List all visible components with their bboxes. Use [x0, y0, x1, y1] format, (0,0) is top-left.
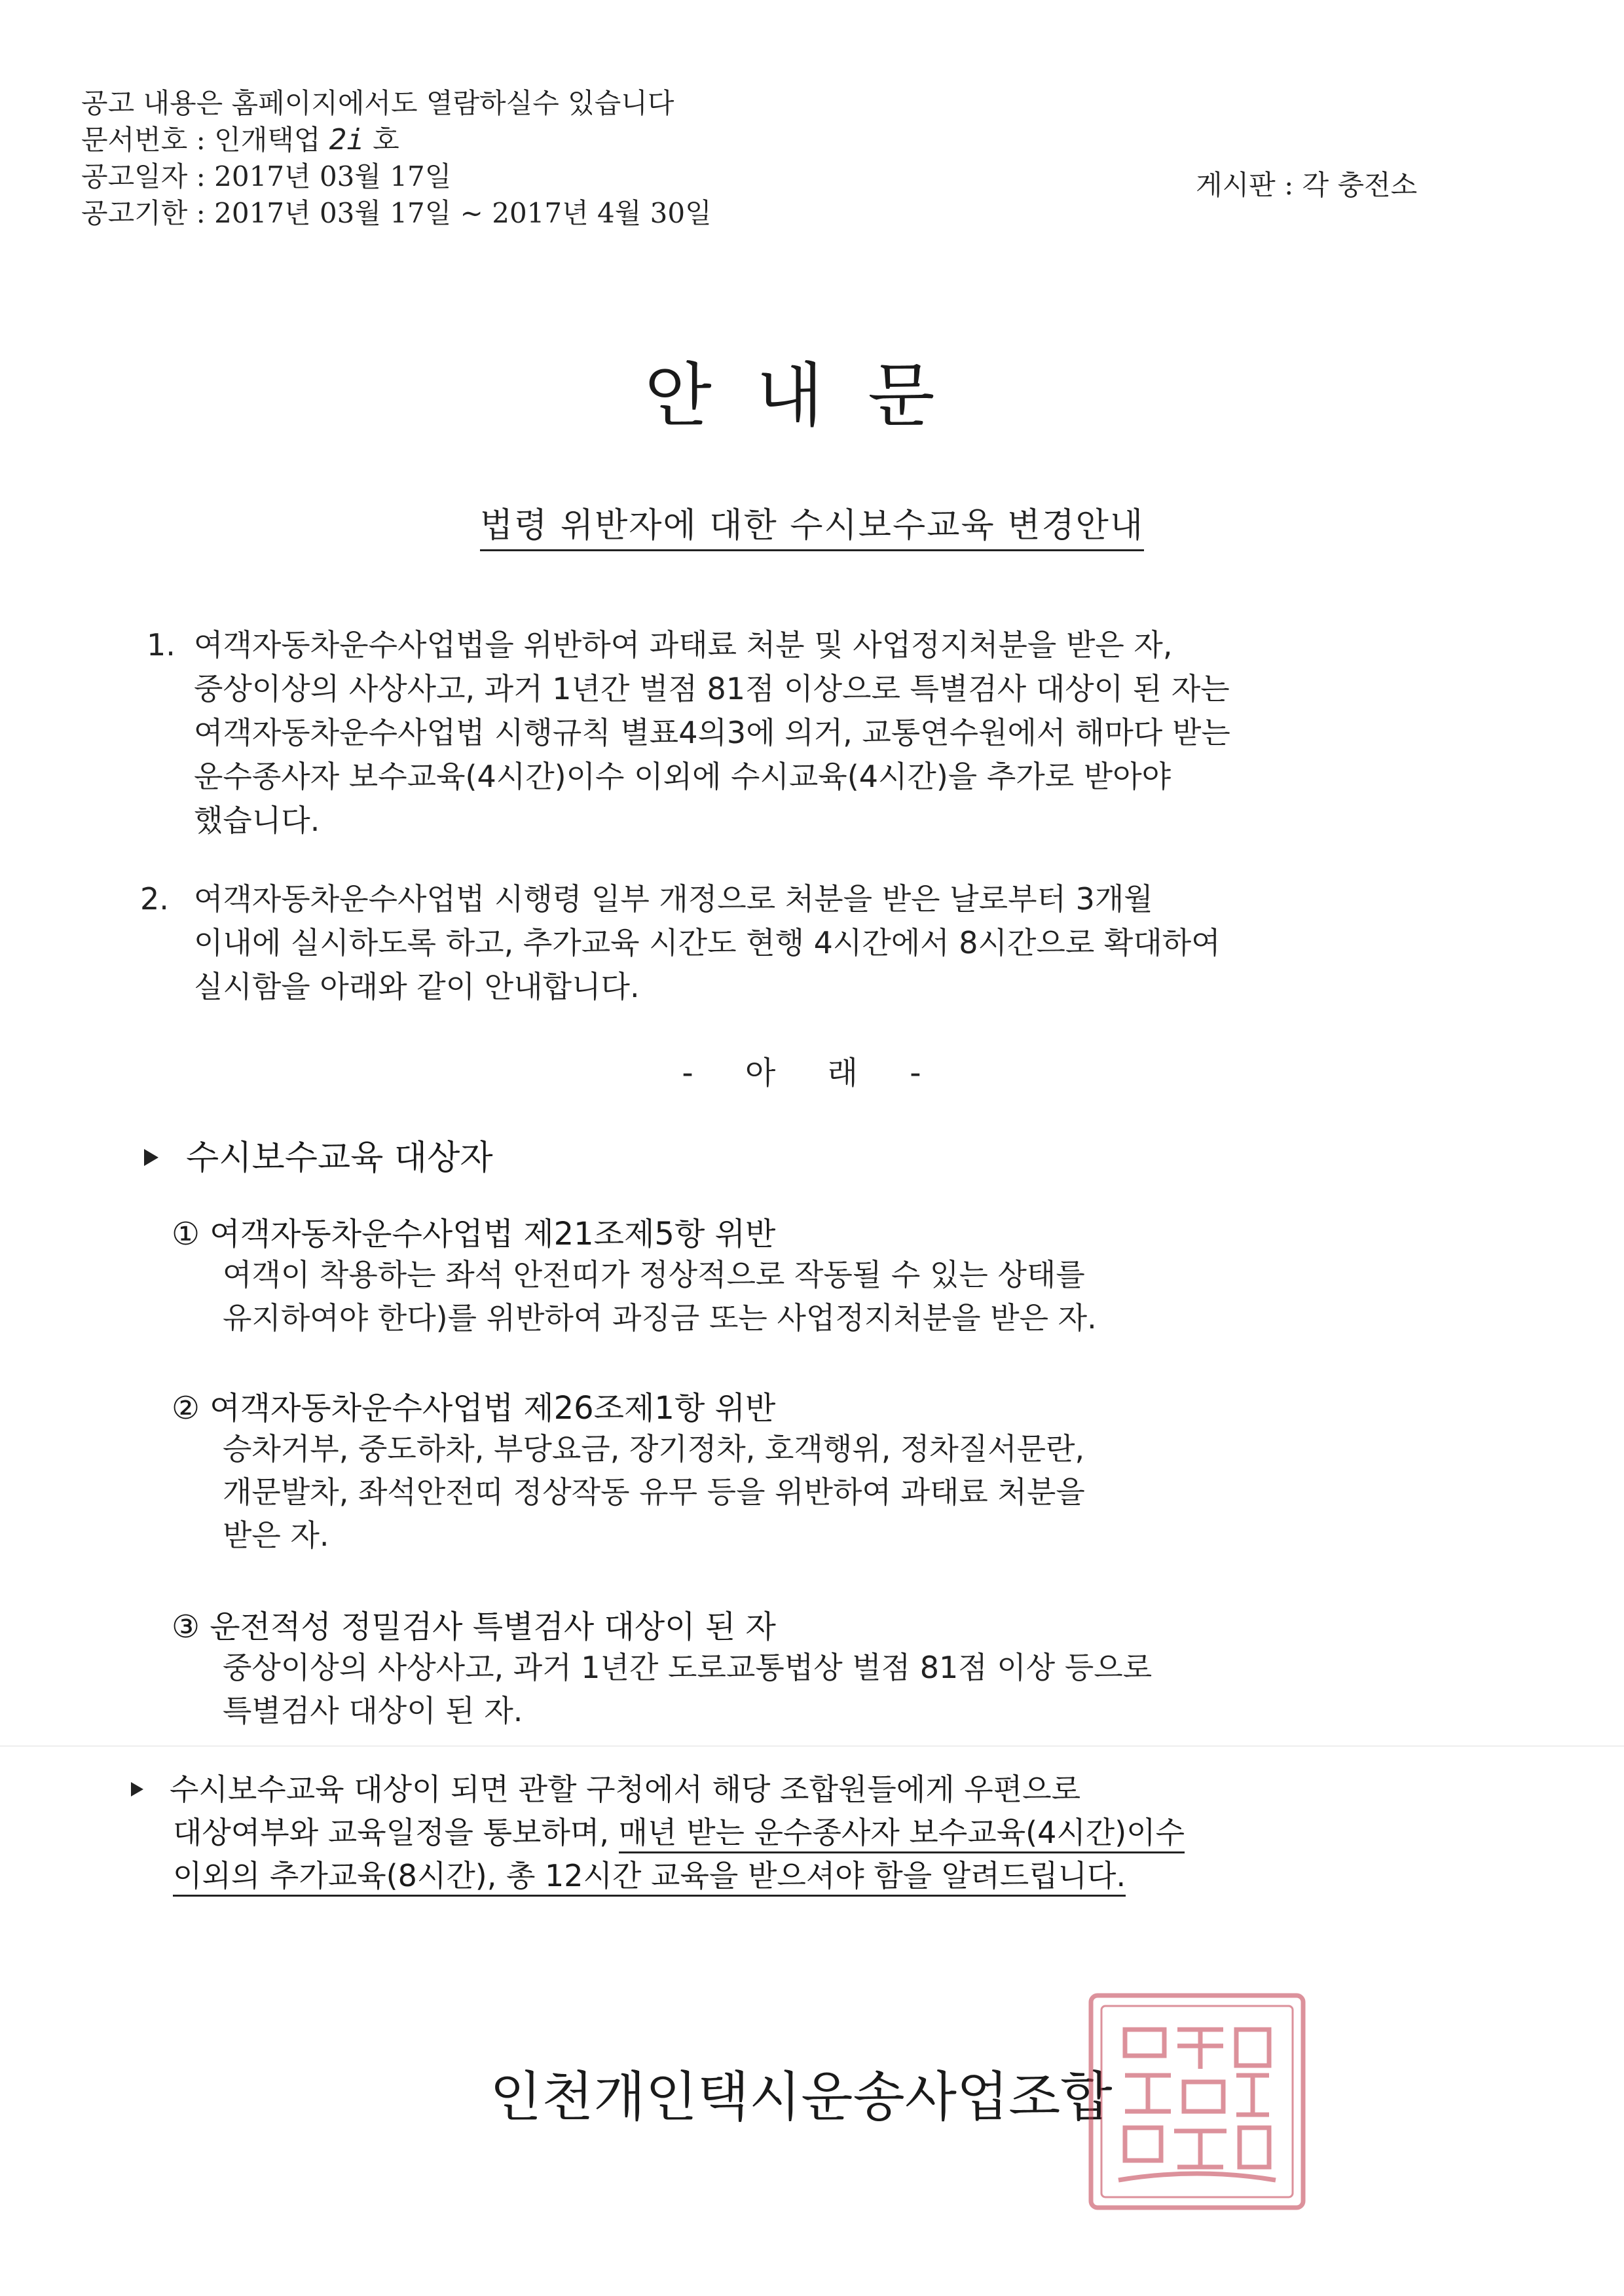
- document-number-label: 문서번호 : 인개택업: [81, 124, 321, 156]
- triangle-bullet-icon: [131, 1782, 143, 1796]
- paragraph-1: [194, 623, 1230, 843]
- notice-line-2-underlined: 매년 받는 운수종사자 보수교육(4시간)이수: [619, 1815, 1185, 1853]
- document-number: [81, 123, 399, 157]
- notice-date: 공고일자 : 2017년 03월 17일: [81, 160, 452, 192]
- item-1-body: [223, 1253, 1097, 1339]
- item-2-line: 받은 자.: [223, 1518, 329, 1553]
- section-heading-text: 수시보수교육 대상자: [186, 1139, 493, 1178]
- official-seal-icon: [1079, 1984, 1315, 2219]
- paragraph-2: [194, 877, 1221, 1009]
- notice-line-3: [131, 1854, 1185, 1897]
- page-title: 안내문: [644, 355, 980, 436]
- notice-line-2-plain: 대상여부와 교육일정을 통보하며,: [173, 1815, 609, 1850]
- paragraph-1-number: 1.: [147, 627, 175, 663]
- notice-period: 공고기한 : 2017년 03월 17일 ~ 2017년 4월 30일: [81, 197, 712, 229]
- homepage-note: 공고 내용은 홈페이지에서도 열람하실수 있습니다: [81, 87, 674, 119]
- item-1-line: 여객이 착용하는 좌석 안전띠가 정상적으로 작동될 수 있는 상태를: [223, 1257, 1085, 1292]
- item-3-body: [223, 1646, 1152, 1732]
- document-number-handwritten: 2i: [329, 123, 364, 156]
- item-3-line: 중상이상의 사상사고, 과거 1년간 도로교통법상 벌점 81점 이상 등으로: [223, 1650, 1153, 1685]
- bulletin-board: 게시판 : 각 충전소: [1196, 169, 1418, 201]
- section-heading: [144, 1130, 493, 1179]
- below-marker: - 아 래 -: [682, 1055, 942, 1091]
- notice-line-1: [131, 1768, 1185, 1811]
- divider: [0, 1745, 1624, 1747]
- item-2-heading: ② 여객자동차운수사업법 제26조제1항 위반: [172, 1390, 776, 1427]
- paragraph-2-line: 실시함을 아래와 같이 안내합니다.: [194, 969, 640, 1004]
- paragraph-1-line: 운수종사자 보수교육(4시간)이수 이외에 수시교육(4시간)을 추가로 받아야: [194, 759, 1172, 794]
- item-1-line: 유지하여야 한다)를 위반하여 과징금 또는 사업정지처분을 받은 자.: [223, 1300, 1097, 1336]
- item-3-heading: ③ 운전적성 정밀검사 특별검사 대상이 된 자: [172, 1609, 776, 1645]
- item-2-line: 승차거부, 중도하차, 부당요금, 장기정차, 호객행위, 정차질서문란,: [223, 1431, 1085, 1467]
- organization-name: 인천개인택시운송사업조합: [490, 2066, 1113, 2128]
- paragraph-2-line: 이내에 실시하도록 하고, 추가교육 시간도 현행 4시간에서 8시간으로 확대하여: [194, 925, 1221, 960]
- paragraph-1-line: 여객자동차운수사업법을 위반하여 과태료 처분 및 사업정지처분을 받은 자,: [194, 627, 1173, 663]
- paragraph-1-line: 여객자동차운수사업법 시행규칙 별표4의3에 의거, 교통연수원에서 해마다 받는: [194, 715, 1230, 750]
- paragraph-2-number: 2.: [140, 881, 169, 917]
- notice-line-2: [131, 1811, 1185, 1854]
- notice-line-1-text: 수시보수교육 대상이 되면 관할 구청에서 해당 조합원들에게 우편으로: [170, 1772, 1080, 1807]
- triangle-bullet-icon: [144, 1149, 158, 1166]
- paragraph-2-line: 여객자동차운수사업법 시행령 일부 개정으로 처분을 받은 날로부터 3개월: [194, 881, 1153, 917]
- subtitle: 법령 위반자에 대한 수시보수교육 변경안내: [480, 498, 1144, 551]
- paragraph-1-line: 했습니다.: [194, 803, 320, 838]
- item-2-line: 개문발차, 좌석안전띠 정상작동 유무 등을 위반하여 과태료 처분을: [223, 1474, 1085, 1510]
- notice-line-3-underlined: 이외의 추가교육(8시간), 총 12시간 교육을 받으셔야 함을 알려드립니다.: [173, 1858, 1126, 1897]
- item-3-line: 특별검사 대상이 된 자.: [223, 1693, 523, 1728]
- document-number-suffix: 호: [373, 124, 399, 156]
- item-1-heading: ① 여객자동차운수사업법 제21조제5항 위반: [172, 1216, 776, 1252]
- item-2-body: [223, 1427, 1085, 1557]
- paragraph-1-line: 중상이상의 사상사고, 과거 1년간 벌점 81점 이상으로 특별검사 대상이 된 자는: [194, 671, 1230, 706]
- subtitle-wrapper: [0, 498, 1624, 551]
- notice-block: [131, 1768, 1185, 1897]
